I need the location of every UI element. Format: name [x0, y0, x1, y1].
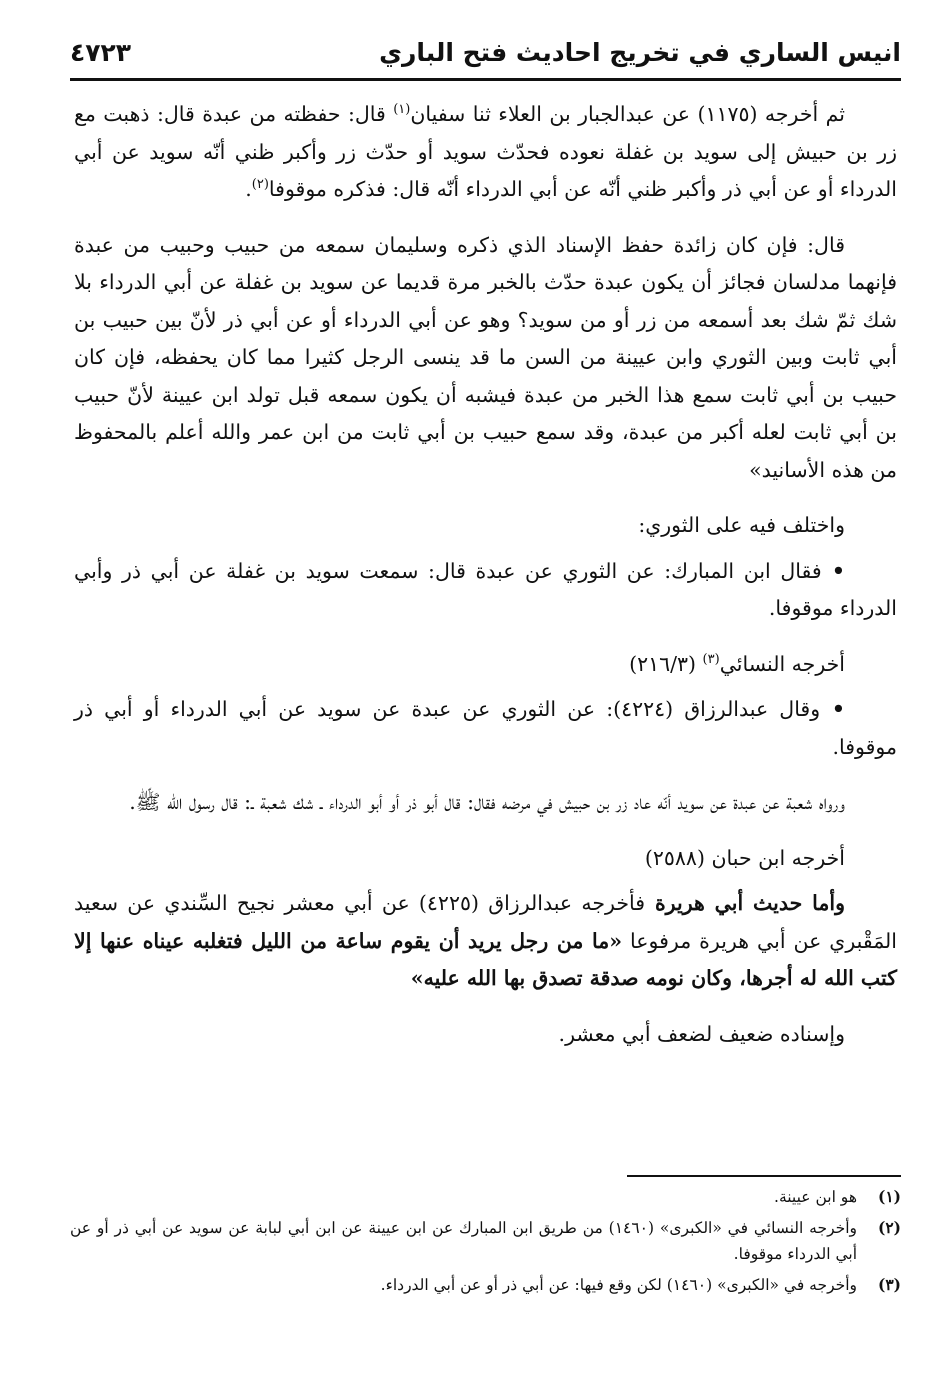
header-rule — [70, 78, 901, 81]
paragraph-1-text-c: . — [245, 177, 252, 201]
footnote-text: وأخرجه النسائي في «الكبرى» (١٤٦٠) من طريق ابن المبارك عن ابن عيينة عن ابن أبي لبابة عن سويد عن أبي ذر أو عن أبي الدرداء موقوفا. — [70, 1219, 857, 1263]
paragraph-9-text: فأخرجه عبدالرزاق (٤٢٢٥) عن أبي معشر نجيح السِّندي عن سعيد المَقْبري عن أبي هريرة مرفوعا — [74, 891, 898, 953]
paragraph-9 — [74, 885, 897, 998]
bullet-item-ibn-almubarak: • فقال ابن المبارك: عن الثوري عن عبدة قال: سمعت سويد بن غفلة عن أبي ذر وأبي الدرداء موقوفا. — [74, 553, 897, 628]
footnote-ref-1[interactable]: (١) — [393, 102, 411, 118]
footnote-ref-3[interactable]: (٣) — [702, 651, 720, 667]
footnote-rule — [627, 1175, 901, 1177]
running-title: انيس الساري في تخريج احاديث فتح الباري — [379, 37, 901, 67]
footnote-number: (١) — [877, 1187, 901, 1206]
footnote-2 — [70, 1215, 901, 1267]
page-number: ٤٧٢٣ — [70, 37, 132, 67]
paragraph-2: قال: فإن كان زائدة حفظ الإسناد الذي ذكره وسليمان سمعه من حبيب وحبيب من عبدة فإنهما مدلسان فجائز أن يكون عبدة حدّث بالخبر مرة قديما عن سويد بن غفلة عن أبي الدرداء بلا شك ثمّ شك بعد أسمعه من زر أو من سويد؟ وهو عن أبي الدرداء أو عن أبي ذر لأنّ بين حبيب بن أبي ثابت وبين الثوري وابن عيينة من السن ما قد ينسى الرجل كثيرا مما كان يحفظه، فإن كان حبيب بن أبي ثابت سمع هذا الخبر من عبدة فيشبه أن يكون سمعه قبل تولد ابن عيينة لأنّ حبيب بن أبي ثابت لعله أكبر من عبدة، وقد سمع حبيب بن أبي ثابت من ابن عمر والله أعلم بالمحفوظ من هذه الأسانيد» — [74, 232, 897, 482]
paragraph-1-text-a: ثم أخرجه (١١٧٥) عن عبدالجبار بن العلاء ثنا سفيان — [410, 102, 845, 126]
paragraph-3: واختلف فيه على الثوري: — [638, 513, 845, 537]
footnote-text: وأخرجه في «الكبرى» (١٤٦٠) لكن وقع فيها: عن أبي ذر أو عن أبي الدرداء. — [380, 1276, 857, 1294]
paragraph-9-lead: وأما حديث أبي هريرة — [645, 891, 845, 915]
paragraph-1 — [74, 96, 897, 209]
page-header — [70, 30, 901, 74]
main-text — [74, 96, 897, 1071]
bullet-item-abdulrazzaq: • وقال عبدالرزاق (٤٢٢٤): عن الثوري عن عبدة عن سويد عن أبي الدرداء أو أبي ذر موقوفا. — [74, 691, 897, 766]
paragraph-5 — [74, 646, 897, 684]
hadith-text: «ما من رجل يريد أن يقوم ساعة من الليل فتغلبه عيناه عنها إلا كتب الله له أجرها، وكان نومه صدقة تصدق بها الله عليه» — [74, 928, 897, 990]
footnote-ref-2[interactable]: (٢) — [251, 177, 269, 193]
paragraph-5-text-b: (٢١٦/٣) — [629, 651, 703, 676]
footnote-number: (٢) — [877, 1218, 901, 1237]
footnote-number: (٣) — [877, 1275, 901, 1294]
paragraph-10: وإسناده ضعيف لضعف أبي معشر. — [558, 1021, 845, 1046]
paragraph-1-text-b: قال: حفظته من عبدة قال: ذهبت مع زر بن حبيش إلى سويد بن غفلة نعوده فحدّث سويد أو حدّث زر وأكبر ظني أنّه سويد عن أبي الدرداء أو عن أبي ذر وأكبر ظني أنّه عن أبي الدرداء أنّه قال: فذكره موقوفا — [74, 102, 897, 201]
paragraph-7: ورواه شعبة عن عبدة عن سويد أنّه عاد زر بن حبيش في مرضه فقال: قال أبو ذر أو أبو الدرداء ـ شك شعبة ـ: قال رسول الله ﷺ. — [129, 790, 845, 814]
footnote-3 — [70, 1272, 901, 1298]
paragraph-8: أخرجه ابن حبان (٢٥٨٨) — [644, 845, 845, 870]
footnotes — [70, 1184, 901, 1303]
footnote-1 — [70, 1184, 901, 1210]
paragraph-5-text-a: أخرجه النسائي — [719, 651, 845, 676]
footnote-text: هو ابن عيينة. — [774, 1188, 857, 1206]
